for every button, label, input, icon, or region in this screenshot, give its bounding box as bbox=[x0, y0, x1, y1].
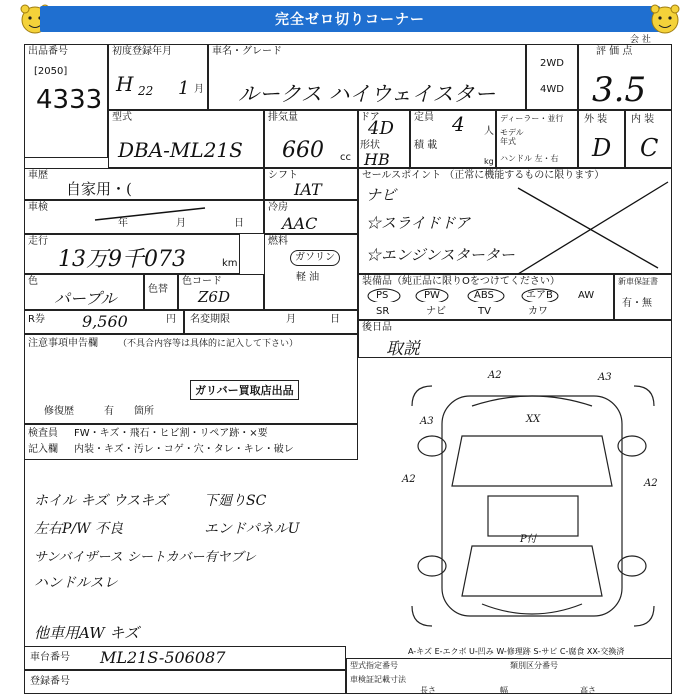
sales-point-item: ナビ bbox=[366, 186, 397, 204]
usage-value: 自家用・( bbox=[66, 180, 132, 198]
mileage-unit: km bbox=[222, 258, 238, 269]
sales-point-label: セールスポイント （正常に機能するものに限ります） bbox=[362, 170, 605, 181]
grade-value: 3.5 bbox=[592, 70, 647, 110]
registration-month-unit: 月 bbox=[194, 84, 204, 95]
inspector-row2: 内装・キズ・汚レ・コゲ・穴・タレ・キレ・破レ bbox=[74, 444, 294, 455]
registration-month: 1 bbox=[178, 78, 190, 99]
diagram-mark: A3 bbox=[420, 416, 434, 427]
reg-no-label: 登録番号 bbox=[30, 676, 70, 687]
notes-hint: （不具合内容等は具体的に記入して下さい） bbox=[118, 339, 299, 349]
recycle-label: R券 bbox=[28, 314, 45, 325]
displacement-value: 660 bbox=[282, 138, 324, 163]
model-year-label: モデル年式 bbox=[500, 128, 524, 146]
note-line: ハンドルスレ bbox=[34, 575, 118, 591]
expiry-month: 月 bbox=[286, 314, 296, 325]
other-note: 他車用AW キズ bbox=[34, 624, 140, 642]
drive-4wd: 4WD bbox=[540, 84, 564, 95]
equipment-abs: ABS bbox=[474, 290, 494, 301]
diagram-mark: A2 bbox=[644, 478, 658, 489]
grade-label: 評 価 点 bbox=[596, 46, 633, 57]
equipment-navi: ナビ bbox=[426, 306, 446, 317]
type-number-label: 型式指定番号 bbox=[350, 661, 398, 670]
shift-label: シフト bbox=[268, 170, 298, 181]
inspection-day: 日 bbox=[234, 218, 244, 229]
registration-label: 初度登録年月 bbox=[112, 46, 172, 57]
equipment-tv: TV bbox=[478, 306, 491, 317]
chassis-label: 車台番号 bbox=[30, 652, 70, 663]
equipment-label: 装備品（純正品に限りOをつけてください） bbox=[362, 276, 560, 287]
lot-label: 出品番号 bbox=[28, 46, 68, 57]
ac-value: AAC bbox=[282, 214, 318, 233]
inspection-year: 年 bbox=[118, 218, 128, 229]
repair-part: 箇所 bbox=[134, 406, 154, 417]
dimension-length: 長さ bbox=[420, 686, 436, 695]
diagram-mark: P付 bbox=[520, 534, 537, 545]
mileage-value: 13万9千073 bbox=[58, 247, 186, 272]
doors-label: ドア bbox=[360, 112, 380, 123]
equipment-aw: AW bbox=[578, 290, 595, 301]
fuel-diesel: 軽 油 bbox=[296, 272, 320, 283]
sales-point-item: ☆スライドドア bbox=[366, 214, 471, 232]
lot-number: 4333 bbox=[36, 85, 103, 115]
dimension-width: 幅 bbox=[500, 686, 508, 695]
corner-text: 会 社 bbox=[630, 35, 651, 45]
damage-legend: A-キズ E-エクボ U-凹み W-修理跡 S-サビ C-腐食 XX-交換済 bbox=[408, 647, 625, 656]
color-change-label: 色替 bbox=[148, 284, 168, 295]
recycle-value: 9,560 bbox=[82, 312, 128, 331]
usage-label: 車歴 bbox=[28, 170, 48, 181]
handle-label: ハンドル 左・右 bbox=[500, 154, 559, 163]
diagram-mark: A3 bbox=[598, 372, 612, 383]
inspector-label: 検査員 bbox=[28, 428, 58, 439]
type-value: DBA-ML21S bbox=[118, 138, 243, 162]
note-line: ホイル キズ ウスキズ bbox=[34, 493, 168, 509]
fuel-gas: ガソリン bbox=[290, 250, 340, 266]
equipment-sr: SR bbox=[376, 306, 390, 317]
mascot-icon bbox=[648, 2, 682, 36]
color-label: 色 bbox=[28, 276, 38, 287]
registration-year: 22 bbox=[138, 84, 154, 98]
shape-label: 形状 bbox=[360, 140, 380, 151]
color-value: パープル bbox=[54, 289, 117, 308]
drive-2wd: 2WD bbox=[540, 58, 564, 69]
model-value: ルークス ハイウェイスター bbox=[238, 82, 496, 106]
diagram-mark: XX bbox=[526, 414, 541, 425]
diagram-mark: A2 bbox=[402, 474, 416, 485]
note-line: 下廻りSC bbox=[204, 493, 267, 509]
color-code-label: 色コード bbox=[182, 276, 222, 287]
capacity-value: 4 bbox=[452, 112, 465, 136]
reg-no-cell bbox=[24, 670, 346, 694]
registration-era: H bbox=[116, 72, 134, 96]
car-damage-diagram bbox=[392, 366, 674, 644]
rear-book-value: 取説 bbox=[386, 339, 420, 359]
repair-value: 有 bbox=[104, 406, 114, 417]
repair-label: 修復歴 bbox=[44, 406, 74, 417]
drive-cell bbox=[526, 44, 578, 110]
expiry-day: 日 bbox=[330, 314, 340, 325]
shape-value: HB bbox=[364, 150, 390, 169]
expiry-label: 名変期限 bbox=[190, 314, 230, 325]
interior-label: 内 装 bbox=[631, 114, 655, 125]
fuel-label: 燃料 bbox=[268, 236, 288, 247]
banner-title: 完全ゼロ切りコーナー bbox=[40, 6, 660, 32]
type-label: 型式 bbox=[112, 112, 132, 123]
header-banner bbox=[0, 0, 700, 38]
notes-label: 注意事項申告欄 bbox=[28, 338, 98, 349]
dimension-height: 高さ bbox=[580, 686, 596, 695]
sales-point-item: ☆エンジンスターター bbox=[366, 246, 515, 264]
dimension-label: 車検証記載寸法 bbox=[350, 675, 406, 684]
dealer-stamp: ガリバー買取店出品 bbox=[190, 380, 299, 400]
note-line: サンバイザース シートカバー有ヤブレ bbox=[34, 550, 257, 565]
equipment-airbag: エアB bbox=[526, 290, 553, 301]
load-unit: kg bbox=[484, 157, 494, 166]
inspector-row1: FW・キズ・飛石・ヒビ割・リペア跡・×要 bbox=[74, 428, 268, 439]
dealer-label: ディーラー・並行 bbox=[500, 114, 564, 123]
model-label: 車名・グレード bbox=[212, 46, 282, 57]
ac-label: 冷房 bbox=[268, 202, 288, 213]
capacity-unit: 人 bbox=[484, 126, 494, 137]
usage-cell bbox=[24, 168, 264, 200]
warranty-label: 新車保証書 bbox=[618, 277, 658, 286]
class-number-label: 類別区分番号 bbox=[510, 661, 558, 670]
rear-book-label: 後日品 bbox=[362, 322, 392, 333]
recycle-unit: 円 bbox=[166, 314, 176, 325]
equipment-ps: PS bbox=[376, 290, 389, 301]
exterior-label: 外 装 bbox=[584, 114, 608, 125]
interior-value: C bbox=[640, 134, 659, 162]
strike-line bbox=[90, 200, 210, 234]
note-line: エンドパネルU bbox=[204, 521, 300, 537]
displacement-unit: cc bbox=[340, 152, 351, 163]
exterior-value: D bbox=[592, 134, 612, 162]
equipment-circles bbox=[364, 284, 594, 302]
diagram-mark: A2 bbox=[488, 370, 502, 381]
doors-value: 4D bbox=[368, 118, 394, 139]
equipment-leather: カワ bbox=[528, 306, 548, 317]
capacity-label: 定員 bbox=[414, 112, 434, 123]
load-label: 積 載 bbox=[414, 140, 438, 151]
mileage-label: 走行 bbox=[28, 236, 48, 247]
inspection-label: 車検 bbox=[28, 202, 48, 213]
inspector-label-2: 記入欄 bbox=[28, 444, 58, 455]
note-line: 左右P/W 不良 bbox=[34, 521, 123, 537]
shift-value: IAT bbox=[294, 180, 322, 199]
displacement-label: 排気量 bbox=[268, 112, 298, 123]
chassis-value: ML21S-506087 bbox=[100, 648, 226, 667]
lot-code: [2050] bbox=[34, 66, 68, 77]
inspection-month: 月 bbox=[176, 218, 186, 229]
warranty-value: 有・無 bbox=[622, 298, 652, 309]
equipment-pw: PW bbox=[424, 290, 440, 301]
color-code-value: Z6D bbox=[198, 288, 230, 306]
